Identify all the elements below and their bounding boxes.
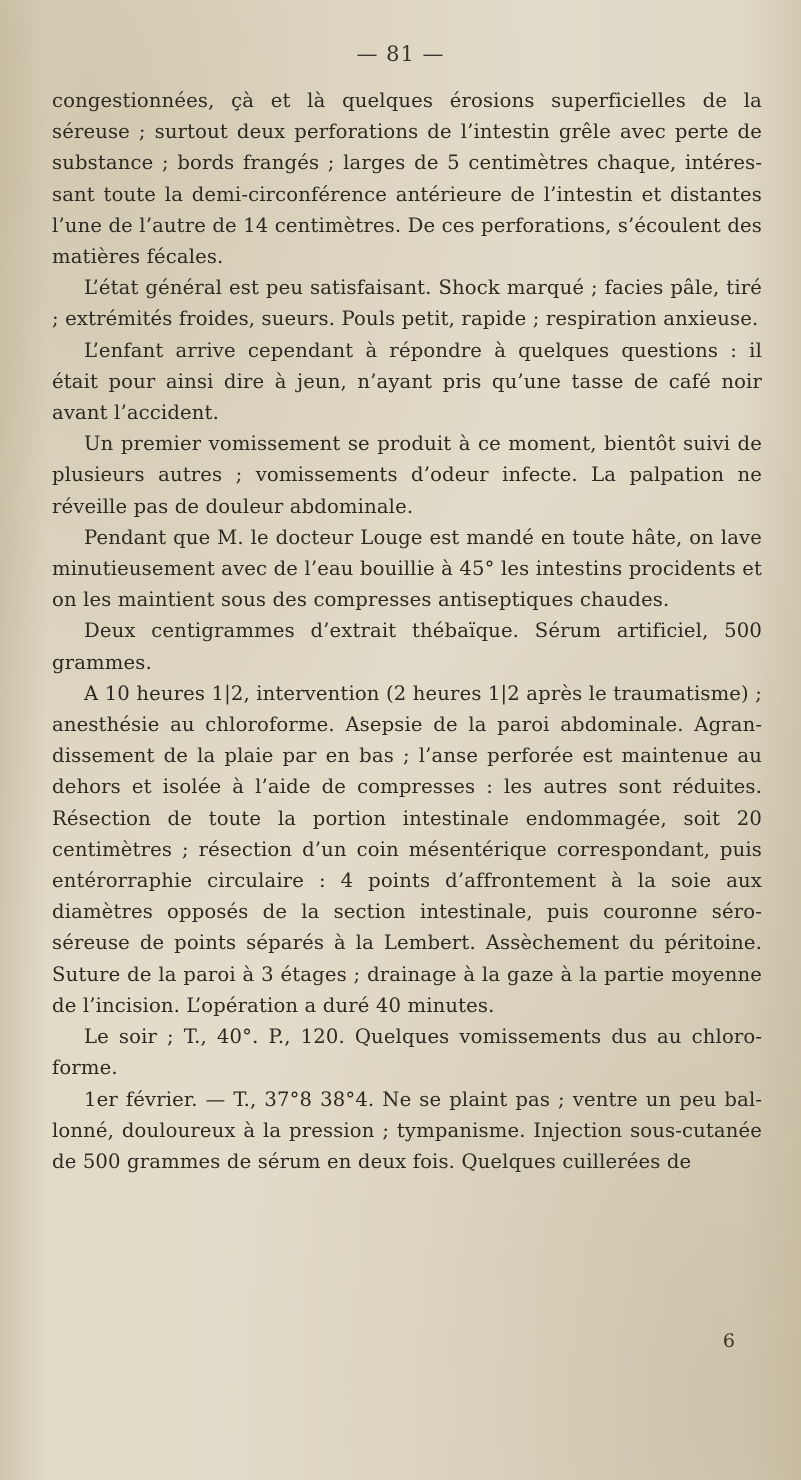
paragraph-3: L’enfant arrive cependant à répondre à quelques questions : il était pour ainsi dire à jeun, n’ayant pris qu’une tasse de café noir avant l’accident. bbox=[52, 338, 762, 425]
paragraph-5: Pendant que M. le docteur Louge est mandé en toute hâte, on lave minutieusement avec de l’eau bouillie à 45° les intestins procidents et on les maintient sous des compresses antiseptiques chaudes. bbox=[52, 525, 762, 612]
paragraph-9: 1er février. — T., 37°8 38°4. Ne se plaint pas ; ventre un peu ballonné, douloureux à la pression ; tympanisme. Injection sous-cutanée de 500 grammes de sérum en deux fois. Quelques cuillerées de bbox=[52, 1087, 762, 1173]
paragraph-8: Le soir ; T., 40°. P., 120. Quelques vomissements dus au chloroforme. bbox=[52, 1025, 762, 1080]
page-number: — 81 — bbox=[356, 42, 445, 66]
body-text bbox=[52, 85, 762, 1177]
paragraph-6: Deux centigrammes d’extrait thébaïque. Sérum artificiel, 500 grammes. bbox=[52, 619, 762, 674]
paragraph-4: Un premier vomissement se produit à ce moment, bientôt suivi de plusieurs autres ; vomissements d’odeur infecte. La palpation ne réveille pas de douleur abdominale. bbox=[52, 432, 762, 518]
paragraph-7: A 10 heures 1|2, intervention (2 heures 1|2 après le traumatisme) ; anesthésie au chloroforme. Asepsie de la paroi abdominale. Agrandissement de la plaie par en bas ; l’anse perforée est maintenue au dehors et isolée à l’aide de compresses : les autres sont réduites. Résection de toute la portion intestinale endommagée, soit 20 centimètres ; résection d’un coin mésentérique correspondant, puis entérorraphie circulaire : 4 points d’affrontement à la soie aux diamètres opposés de la section intestinale, puis couronne séro-séreuse de points séparés à la Lembert. Assèchement du péritoine. Suture de la paroi à 3 étages ; drainage à la gaze à la partie moyenne de l’incision. L’opération a duré 40 minutes. bbox=[52, 681, 762, 1017]
signature-mark: 6 bbox=[722, 1330, 735, 1352]
paragraph-2: L’état général est peu satisfaisant. Shock marqué ; facies pâle, tiré ; extrémités froides, sueurs. Pouls petit, rapide ; respiration anxieuse. bbox=[52, 276, 762, 331]
paragraph-1: congestionnées, çà et là quelques érosions superficielles de la séreuse ; surtout deux perforations de l’intestin grêle avec perte de substance ; bords frangés ; larges de 5 centimètres chaque, intéressant toute la demi-circonférence antérieure de l’intestin et distantes l’une de l’autre de 14 centimètres. De ces perforations, s’écoulent des matières fécales. bbox=[52, 89, 762, 269]
